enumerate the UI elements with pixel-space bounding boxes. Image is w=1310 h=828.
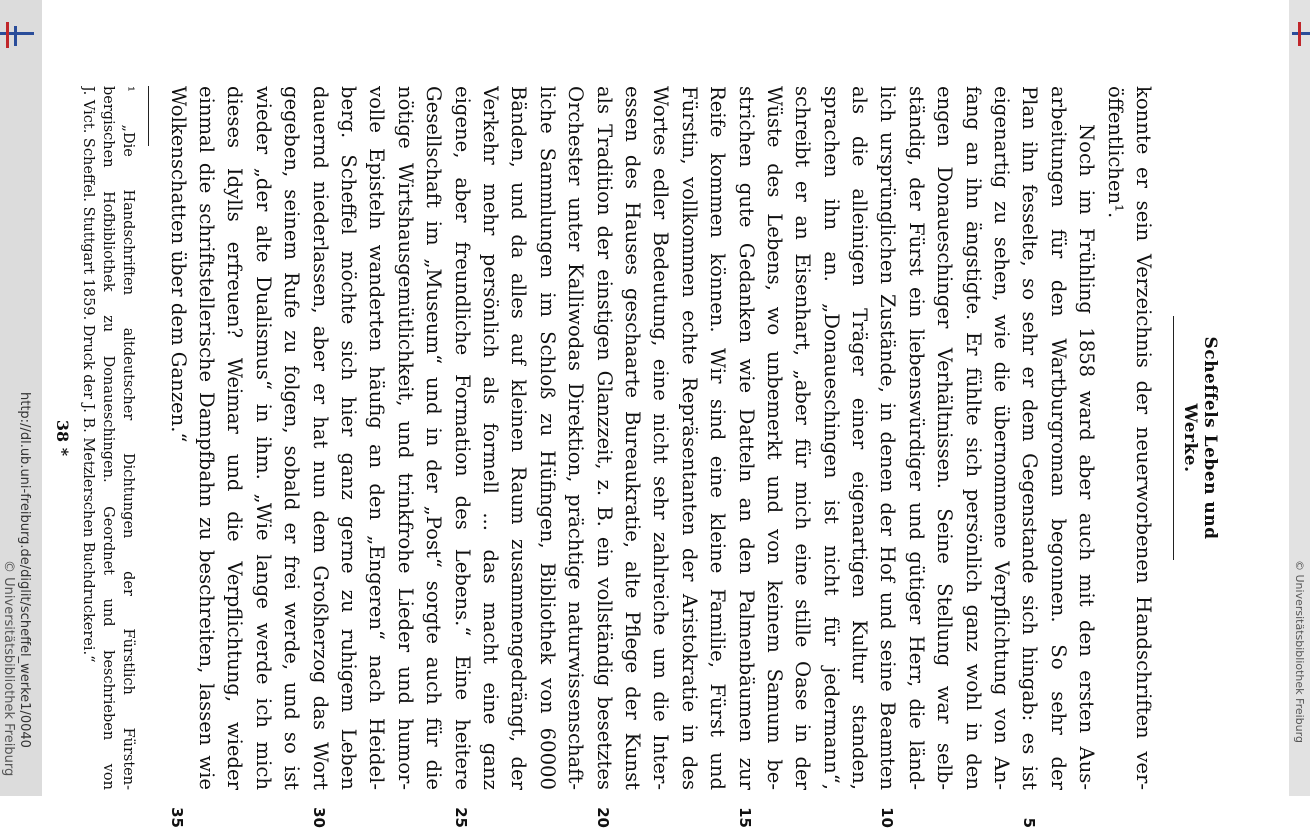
- scanned-page: [53, 86, 1220, 828]
- text-line: Bänden, und da alles auf kleinen Raum zusammengedrängt, der: [507, 86, 531, 790]
- text-line: Verkehr mehr persönlich als formell ... das macht eine ganz: [479, 86, 503, 790]
- line-number: 30: [310, 807, 329, 828]
- footnote-line: ¹ „Die Handschriften altdeutscher Dichtungen der Fürstlich Fürsten-: [120, 86, 137, 790]
- text-line: konnte er sein Verzeichnis der neuerworbenen Handschriften ver-: [1132, 86, 1155, 790]
- text-line: arbeitungen für den Wartburgroman begonnen. So sehr der: [1046, 86, 1070, 790]
- body-text: [163, 86, 1157, 828]
- text-line: als die alleinigen Träger einer eigenartigen Kultur standen,: [848, 86, 872, 790]
- text-line: volle Episteln wanderten häufig an den „Engeren“ nach Heidel-: [365, 86, 389, 790]
- text-line: schreibt er an Eisenhart, „aber für mich eine stille Oase in der: [791, 86, 815, 790]
- text-line: liche Sammlungen im Schloß zu Hüfingen, Bibliothek von 60000: [535, 86, 559, 790]
- footnote-line: J. Vict. Scheffel. Stuttgart 1859. Druck der J. B. Metzlerschen Buchdruckerei.“: [80, 86, 97, 663]
- text-line: sprachen ihn an. „Donaueschingen ist nicht für jedermann“,: [819, 86, 843, 790]
- text-line: essen des Hauses geschaarte Bureaukratie, alte Pflege der Kunst: [620, 86, 644, 790]
- line-number: 15: [736, 807, 755, 828]
- footnote: [78, 86, 138, 790]
- text-line: Reife kommen können. Wir sind eine kleine Familie, Fürst und: [706, 86, 730, 790]
- text-line: strichen gute Gedanken wie Datteln an den Palmenbäumen zur: [734, 86, 758, 790]
- text-line: Plan ihn fesselte, so sehr er dem Gegenstande sich hingab: es ist: [1018, 86, 1042, 790]
- viewer-logo-mark-right-red: [1298, 22, 1301, 46]
- page-number: 38 *: [53, 419, 73, 457]
- text-line: Noch im Frühling 1858 ward aber auch mit den ersten Aus-: [1075, 124, 1099, 790]
- footnote-rule: [148, 86, 149, 146]
- line-number: 25: [452, 807, 471, 828]
- text-line: Wüste des Lebens, wo unbemerkt und von keinem Samum be-: [762, 86, 786, 790]
- text-line: Orchester unter Kalliwodas Direktion, prächtige naturwissenschaft-: [564, 86, 588, 790]
- line-number: 10: [878, 807, 897, 828]
- line-number: 35: [168, 807, 187, 828]
- source-url[interactable]: http://dl.ub.uni-freiburg.de/diglit/scheffel_werke1/0040: [17, 392, 32, 748]
- viewer-logo-mark-red: [6, 22, 9, 48]
- text-line: eigene, aber freundliche Formation des Lebens.“ Eine heitere: [450, 86, 474, 790]
- text-line: nötige Wirtshausgemütlichkeit, und trinkfrohe Lieder und humor-: [393, 86, 417, 790]
- text-line: öffentlichen¹.: [1103, 86, 1127, 219]
- viewer-logo-mark-blue: [14, 26, 17, 46]
- text-line: lich ursprünglichen Zustände, in denen der Hof und seine Beamten: [876, 86, 900, 790]
- line-number: 5: [1020, 817, 1039, 828]
- running-head: Scheffels Leben und Werke.: [1173, 316, 1220, 560]
- text-line: dauernd niederlassen, aber er hat nun dem Großherzog das Wort: [308, 86, 332, 790]
- text-line: berg. Scheffel möchte sich hier ganz gerne zu ruhigem Leben: [337, 86, 361, 790]
- text-line: ständig, der Fürst ein liebenswürdiger und gütiger Herr, die länd-: [904, 86, 928, 790]
- text-line: Gesellschaft im „Museum“ und in der „Post“ sorgte auch für die: [422, 86, 446, 790]
- text-line: einmal die schriftstellerische Dampfbahn zu beschreiten, lassen wie: [195, 86, 219, 790]
- credit-left: © Universitätsbibliothek Freiburg: [1, 560, 16, 777]
- text-line: als Tradition der einstigen Glanzzeit, z. B. ein vollständig besetztes: [592, 86, 616, 790]
- text-line: gegeben, seinem Rufe zu folgen, sobald er frei werde, und so ist: [280, 86, 304, 790]
- viewer-logo-mark-right: [1292, 32, 1310, 35]
- text-line: Wolkenschatten über dem Ganzen.“: [166, 86, 190, 443]
- text-line: dieses Idylls erfreuen? Weimar und die Verpflichtung, wieder: [223, 86, 247, 790]
- footnote-line: bergischen Hofbibliothek zu Donaueschingen. Geordnet und beschrieben von: [100, 86, 117, 790]
- text-line: fang an ihn ängstigte. Er fühlte sich persönlich ganz wohl in den: [961, 86, 985, 790]
- line-number: 20: [594, 807, 613, 828]
- text-line: eigenartig zu sehen, wie die übernommene Verpflichtung von An-: [990, 86, 1014, 790]
- text-line: Fürstin, vollkommen echte Repräsentanten der Aristokratie in des: [677, 86, 701, 790]
- credit-right: © Universitätsbibliothek Freiburg: [1293, 560, 1306, 743]
- text-line: wieder „der alte Dualismus“ in ihm. „Wie lange werde ich mich: [251, 86, 275, 790]
- text-line: engen Donaueschinger Verhältnissen. Seine Stellung war selb-: [933, 86, 957, 790]
- text-line: Wortes edler Bedeutung, eine nicht sehr zahlreiche um die Inter-: [649, 86, 673, 790]
